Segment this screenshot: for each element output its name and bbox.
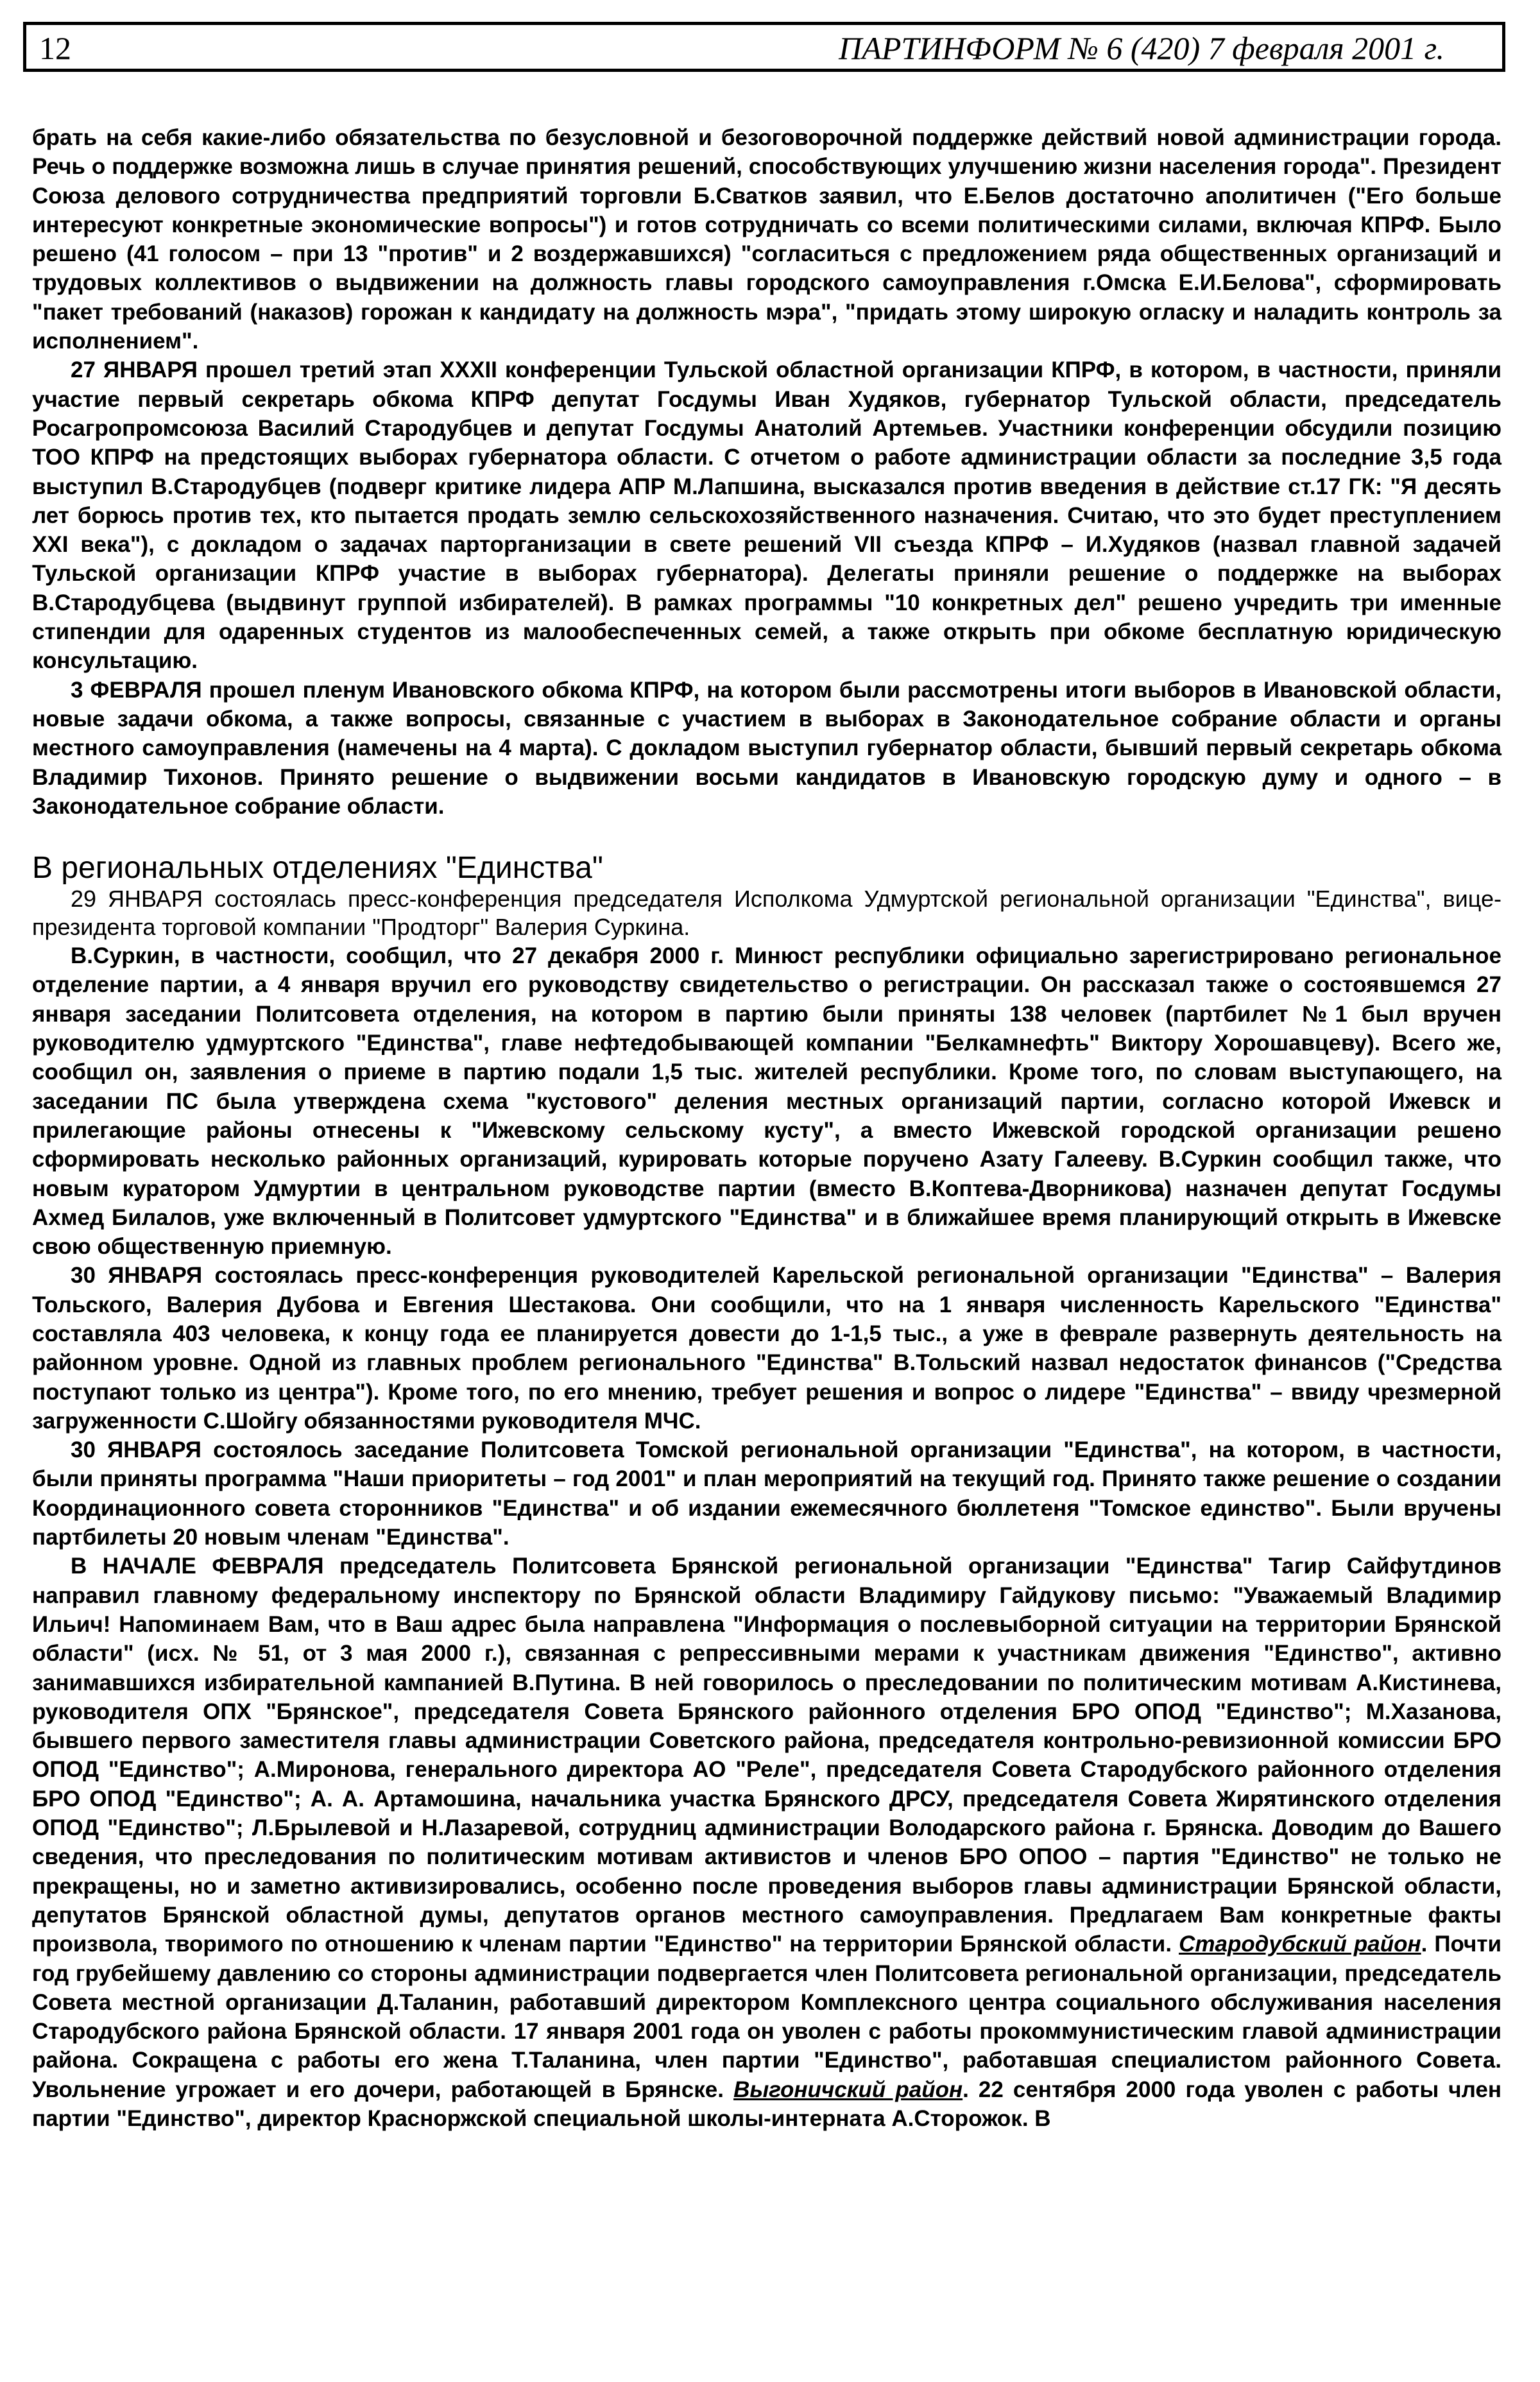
- starodub-district-link[interactable]: Стародубский район: [1179, 1932, 1421, 1957]
- paragraph-karelia: 30 ЯНВАРЯ состоялась пресс-конференция руководителей Карельской региональной организации "Единства" – Валерия Тольского, Валерия Дубова и Евгения Шестакова. Они сообщили, что на 1 января численность Карельского "Единства" составляла 403 человека, к концу года ее планируется довести до 1-1,5 тыс., а уже в феврале развернуть деятельность на районном уровне. Одной из главных проблем регионального "Единства" В.Тольский назвал недостаток финансов ("Средства поступают только из центра"). Кроме того, по его мнению, требует решения и вопрос о лидере "Единства" – ввиду чрезмерной загруженности С.Шойгу обязанностями руководителя МЧС.: [32, 1263, 1502, 1434]
- bryansk-text-c: . 22 сентября 2000 года уволен с работы член партии "Единство", директор Красноржской специальной школы-интерната А.Сторожок. В: [32, 2077, 1502, 2131]
- article-body: [32, 123, 1502, 2133]
- bryansk-text-a: В НАЧАЛЕ ФЕВРАЛЯ председатель Политсовета Брянской региональной организации "Единства" Тагир Сайфутдинов направил главному федеральному инспектору по Брянской области Владимиру Гайдукову письмо: "Уважаемый Владимир Ильич! Напоминаем Вам, что в Ваш адрес была направлена "Информация о послевыборной ситуации на территории Брянской области" (исх. № 51, от 3 мая 2000 г.), связанная с репрессивными мерами к участникам движения "Единство", активно занимавшихся избирательной кампанией В.Путина. В ней говорилось о преследовании по политическим мотивам А.Кистинева, руководителя ОПХ "Брянское", председателя Совета Брянского районного отделения БРО ОПОД "Единство"; М.Хазанова, бывшего первого заместителя главы администрации Советского района, председателя контрольно-ревизионной комиссии БРО ОПОД "Единство"; А.Миронова, генерального директора АО "Реле", председателя Совета Стародубского районного отделения БРО ОПОД "Единство"; А. А. Артамошина, начальника участка Брянского ДРСУ, председателя Совета Жирятинского отделения ОПОД "Единство"; Л.Брылевой и Н.Лазаревой, сотрудниц администрации Володарского района г. Брянска. Доводим до Вашего сведения, что преследования по политическим мотивам активистов и членов БРО ОПОО – партия "Единство" не только не прекращены, но и заметно активизировались, особенно после проведения выборов главы администрации Брянской области, депутатов Брянской областной думы, депутатов органов местного самоуправления. Предлагаем Вам конкретные факты произвола, творимого по отношению к членам партии "Единство" на территории Брянской области.: [32, 1554, 1502, 1957]
- paragraph-omsk: брать на себя какие-либо обязательства по безусловной и безоговорочной поддержке действий новой администрации города. Речь о поддержке возможна лишь в случае принятия решений, способствующих улучшению жизни населения города". Президент Союза делового сотрудничества предприятий торговли Б.Сватков заявил, что Е.Белов достаточно аполитичен ("Его больше интересуют конкретные экономические вопросы") и готов сотрудничать со всеми политическими силами, включая КПРФ. Было решено (41 голосом – при 13 "против" и 2 воздержавшихся) "согласиться с предложением ряда общественных организаций и трудовых коллективов о выдвижении на должность главы городского самоуправления г.Омска Е.И.Белова", сформировать "пакет требований (наказов) горожан к кандидату на должность мэра", "придать этому широкую огласку и наладить контроль за исполнением".: [32, 125, 1502, 354]
- bryansk-text-b: . Почти год грубейшему давлению со стороны администрации подвергается член Политсовета региональной организации, председатель Совета местной организации Д.Таланин, работавший директором Комплексного центра социального обслуживания населения Стародубского района Брянской области. 17 января 2001 года он уволен с работы прокоммунистическим главой администрации района. Сокращена с работы его жена Т.Таланина, член партии "Единство", работавшая специалистом районного Совета. Увольнение угрожает и его дочери, работающей в Брянске.: [32, 1932, 1502, 2102]
- paragraph-tomsk: 30 ЯНВАРЯ состоялось заседание Политсовета Томской региональной организации "Единства", на котором, в частности, были приняты программа "Наши приоритеты – год 2001" и план мероприятий на текущий год. Принято также решение о создании Координационного совета сторонников "Единства" и об издании ежемесячного бюллетеня "Томское единство". Были вручены партбилеты 20 новым членам "Единства".: [32, 1437, 1502, 1550]
- page-header: [23, 22, 1505, 72]
- paragraph-tula: 27 ЯНВАРЯ прошел третий этап XXXII конференции Тульской областной организации КПРФ, в котором, в частности, приняли участие первый секретарь обкома КПРФ депутат Госдумы Иван Худяков, губернатор Тульской области, председатель Росагропромсоюза Василий Стародубцев и депутат Госдумы Анатолий Артемьев. Участники конференции обсудили позицию ТОО КПРФ на предстоящих выборах губернатора области. С отчетом о работе администрации области за последние 3,5 года выступил В.Стародубцев (подверг критике лидера АПР М.Лапшина, высказался против введения в действие ст.17 ГК: "Я десять лет борюсь против тех, кто пытается продать землю сельскохозяйственного назначения. Считаю, что это будет преступлением XXI века"), с докладом о задачах парторганизации в свете решений VII съезда КПРФ – И.Худяков (назвал главной задачей Тульской организации КПРФ участие в выборах губернатора). Делегаты приняли решение о поддержке на выборах В.Стародубцева (выдвинут группой избирателей). В рамках программы "10 конкретных дел" решено учредить три именные стипендии для одаренных студентов из малообеспеченных семей, а также открыть при обкоме бесплатную юридическую консультацию.: [32, 357, 1502, 674]
- section-title: В региональных отделениях "Единства": [32, 851, 603, 886]
- vygonichi-district-link[interactable]: Выгоничский район: [733, 2077, 963, 2102]
- paragraph-bryansk: [32, 1552, 1502, 2133]
- section-intro: 29 ЯНВАРЯ состоялась пресс-конференция председателя Исполкома Удмуртской региональной организации "Единства", вице-президента торговой компании "Продторг" Валерия Суркина.: [32, 886, 1502, 941]
- paragraph-udmurtia: В.Суркин, в частности, сообщил, что 27 декабря 2000 г. Минюст республики официально зарегистрировано региональное отделение партии, а 4 января вручил его руководству свидетельство о регистрации. Он рассказал также о состоявшемся 27 января заседании Политсовета отделения, на котором в партию были приняты 138 человек (партбилет №1 был вручен руководителю удмуртского "Единства", главе нефтедобывающей компании "Белкамнефть" Виктору Хорошавцеву). Всего же, сообщил он, заявления о приеме в партию подали 1,5 тыс. жителей республики. Кроме того, по словам выступающего, на заседании ПС была утверждена схема "кустового" деления местных организаций партии, согласно которой Ижевск и прилегающие районы отнесены к "Ижевскому сельскому кусту", а вместо Ижевской городской организации решено сформировать несколько районных организаций, курировать которые поручено Азату Галееву. В.Суркин сообщил также, что новым куратором Удмуртии в центральном руководстве партии (вместо В.Коптева-Дворникова) назначен депутат Госдумы Ахмед Билалов, уже включенный в Политсовет удмуртского "Единства" и в ближайшее время планирующий открыть в Ижевске свою общественную приемную.: [32, 943, 1502, 1260]
- paragraph-ivanovo: 3 ФЕВРАЛЯ прошел пленум Ивановского обкома КПРФ, на котором были рассмотрены итоги выборов в Ивановской области, новые задачи обкома, а также вопросы, связанные с участием в выборах в Законодательное собрание области и органы местного самоуправления (намечены на 4 марта). С докладом выступил губернатор области, бывший первый секретарь обкома Владимир Тихонов. Принято решение о выдвижении восьми кандидатов в Ивановскую городскую думу и одного – в Законодательное собрание области.: [32, 677, 1502, 819]
- page-number: 12: [39, 30, 71, 66]
- issue-title: ПАРТИНФОРМ № 6 (420) 7 февраля 2001 г.: [839, 30, 1444, 66]
